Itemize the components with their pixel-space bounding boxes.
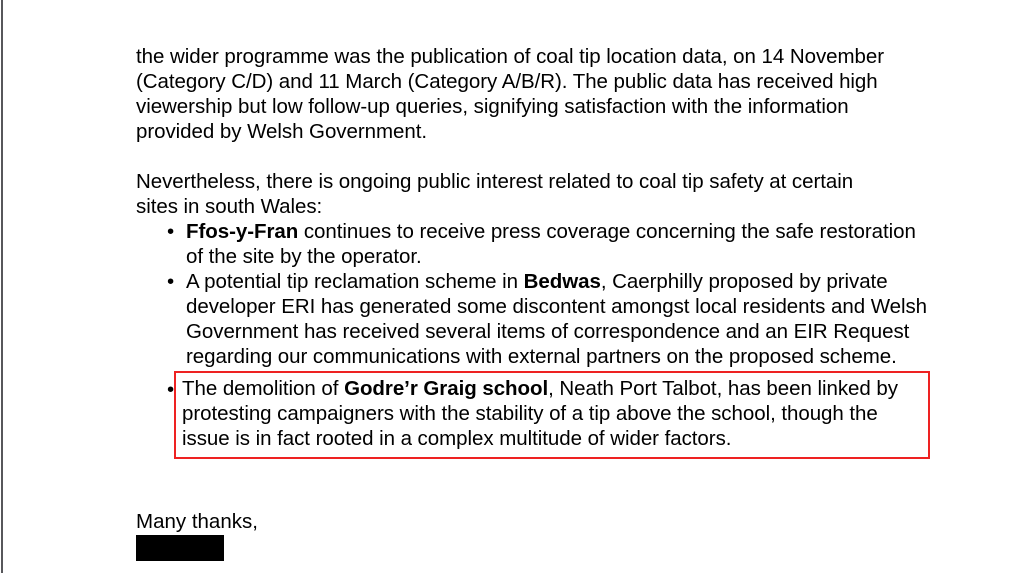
emphasised-term: Bedwas [523, 270, 601, 293]
text-run: A potential tip reclamation scheme in [186, 270, 524, 293]
text-run: The demolition of [182, 377, 345, 400]
list-item-bedwas [136, 269, 936, 369]
paragraph-coal-tip-publication [136, 44, 892, 144]
redacted-signature-block [136, 535, 224, 561]
emphasised-term: Godre’r Graig school [344, 377, 549, 400]
bullet-point-icon: • [167, 378, 175, 401]
sign-off-text: Many thanks, [136, 510, 258, 533]
text-run: Nevertheless, there is ongoing public interest related to coal tip safety at certain sites in south Wales: [136, 170, 854, 218]
page-edge-line [1, 0, 3, 573]
paragraph-ongoing-public-interest [136, 169, 892, 219]
list-item-ffos-y-fran [136, 219, 936, 269]
bullet-point-icon: • [167, 220, 175, 243]
coal-tip-sites-bullet-list [136, 219, 936, 459]
text-run: continues to receive press coverage concerning the safe restoration of the site by the operator. [186, 220, 916, 268]
paragraph-spacer [136, 144, 936, 169]
emphasised-term: Ffos-y-Fran [186, 220, 299, 243]
bullet-point-icon: • [167, 270, 175, 293]
text-run: the wider programme was the publication of coal tip location data, on 14 November (Category C/D) and 11 March (Category A/B/R). The public data has received high viewership but low follow-up queries, signifying satisfaction with the information provided by Welsh Government. [136, 45, 885, 143]
list-item-text [186, 270, 927, 368]
closing-block [136, 509, 258, 561]
list-item-godrer-graig-highlighted [136, 371, 930, 459]
text-run: , Caerphilly proposed by private developer ERI has generated some discontent amongst local residents and Welsh Government has received several items of correspondence and an EIR Request regarding our communications with external partners on the proposed scheme. [186, 270, 928, 368]
document-body [136, 44, 936, 459]
highlight-box-text [174, 371, 930, 459]
text-run: , Neath Port Talbot, has been linked by protesting campaigners with the stability of a tip above the school, though the issue is in fact rooted in a complex multitude of wider factors. [182, 377, 898, 450]
list-item-text [186, 220, 916, 268]
